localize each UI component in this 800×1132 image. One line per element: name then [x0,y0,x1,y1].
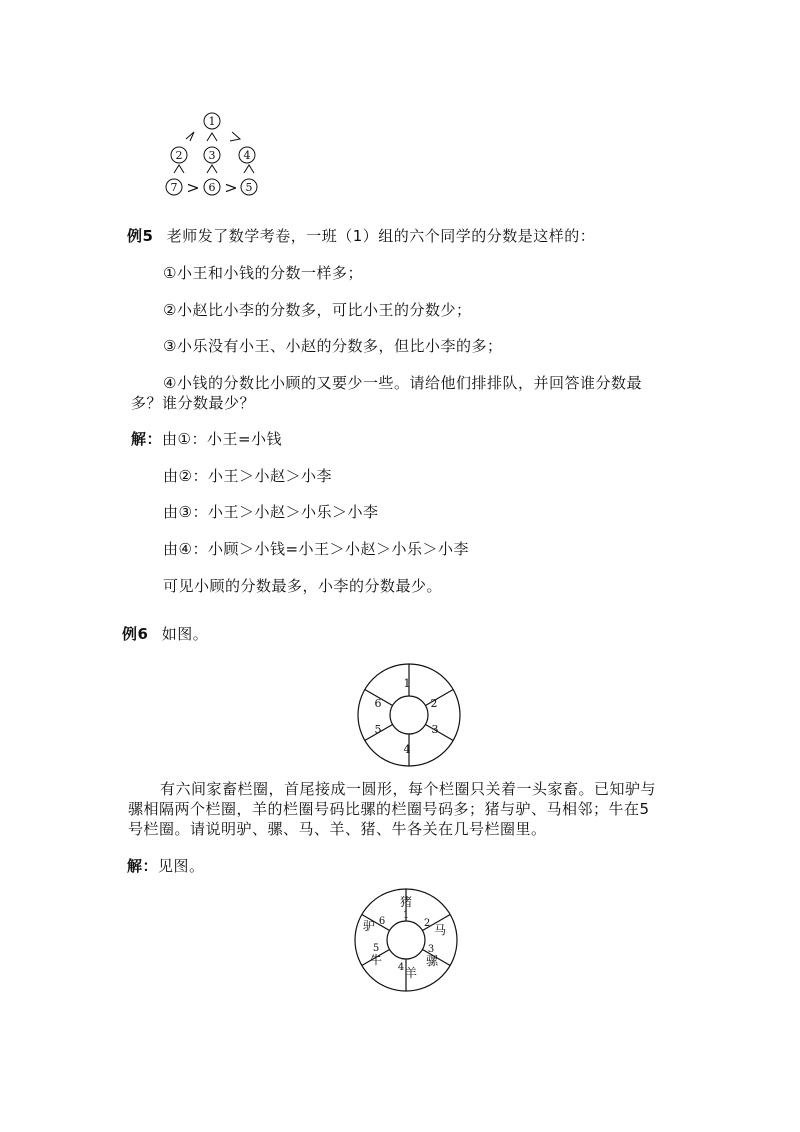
example6-problem-line3: 号栏圈。请说明驴、骡、马、羊、猪、牛各关在几号栏圈里。 [128,820,547,838]
example5-condition-4-line2: 多？谁分数最少？ [131,394,256,412]
pen-ring-diagram [355,661,463,769]
solution5-label: 解： [131,430,163,448]
solution6-label: 解： [127,857,159,875]
solution-pen-6-number: 6 [378,916,386,927]
tree-gt-1: > [186,178,200,197]
example5-condition-4-line1: ④小钱的分数比小顾的又要少一些。请给他们排排队，并回答谁分数最 [163,374,642,392]
tree-node-2: 2 [175,149,183,162]
solution-pen-6-animal: 驴 [362,919,376,933]
example6-text: 如图。 [161,625,209,643]
example5-label: 例5 [127,227,154,245]
example6-problem-line1: 有六间家畜栏圈，首尾接成一圆形，每个栏圈只关着一头家畜。已知驴与 [160,780,657,798]
solution-pen-1-animal: 猪 [399,895,413,909]
tree-node-3: 3 [208,149,216,162]
pen-5-number: 5 [374,723,382,736]
pen-4-number: 4 [403,743,411,756]
tree-node-1: 1 [208,115,216,128]
pen-6-number: 6 [374,697,382,710]
solution5-conclusion: 可见小顾的分数最多，小李的分数最少。 [163,577,443,595]
example5-condition-3: ③小乐没有小王、小赵的分数多，但比小李的多； [163,337,503,355]
example6-problem-line2: 骡相隔两个栏圈，羊的栏圈号码比骡的栏圈号码多；猪与驴、马相邻；牛在5 [128,800,650,818]
solution-pen-1-number: 1 [402,910,410,921]
tree-gt-2: > [224,178,238,197]
solution5-step-4: 由④：小顾＞小钱=小王＞小赵＞小乐＞小李 [163,540,470,558]
solution5-step-1: 由①：小王=小钱 [162,430,283,448]
pen-1-number: 1 [403,677,411,690]
pen-3-number: 3 [431,723,439,736]
solution-pen-ring-diagram [352,886,460,994]
solution6-heading [127,856,205,876]
tree-node-6: 6 [208,181,216,194]
example5-condition-2: ②小赵比小李的分数多，可比小王的分数少； [163,301,472,319]
solution-pen-2-number: 2 [423,918,431,929]
tree-node-7: 7 [170,181,178,194]
example5-heading [127,226,595,246]
tree-node-5: 5 [245,181,253,194]
solution-pen-2-animal: 马 [433,923,447,937]
solution-pen-5-number: 5 [372,943,380,954]
solution-pen-5-animal: 牛 [369,953,383,967]
example6-label: 例6 [122,625,149,643]
solution5-heading [131,429,282,449]
solution-pen-3-animal: 骡 [425,954,439,968]
example5-intro: 老师发了数学考卷，一班（1）组的六个同学的分数是这样的： [166,227,596,245]
ordering-tree-diagram [150,105,280,200]
example6-heading [122,624,208,644]
solution5-step-2: 由②：小王＞小赵＞小李 [163,467,332,485]
solution-pen-4-animal: 羊 [404,966,418,980]
solution-pen-3-number: 3 [427,944,435,955]
pen-2-number: 2 [430,697,438,710]
tree-node-4: 4 [243,149,251,162]
example5-condition-1: ①小王和小钱的分数一样多； [163,264,363,282]
solution-pen-4-number: 4 [397,962,405,973]
solution5-step-3: 由③：小王＞小赵＞小乐＞小李 [163,503,379,521]
solution6-text: 见图。 [158,857,205,875]
